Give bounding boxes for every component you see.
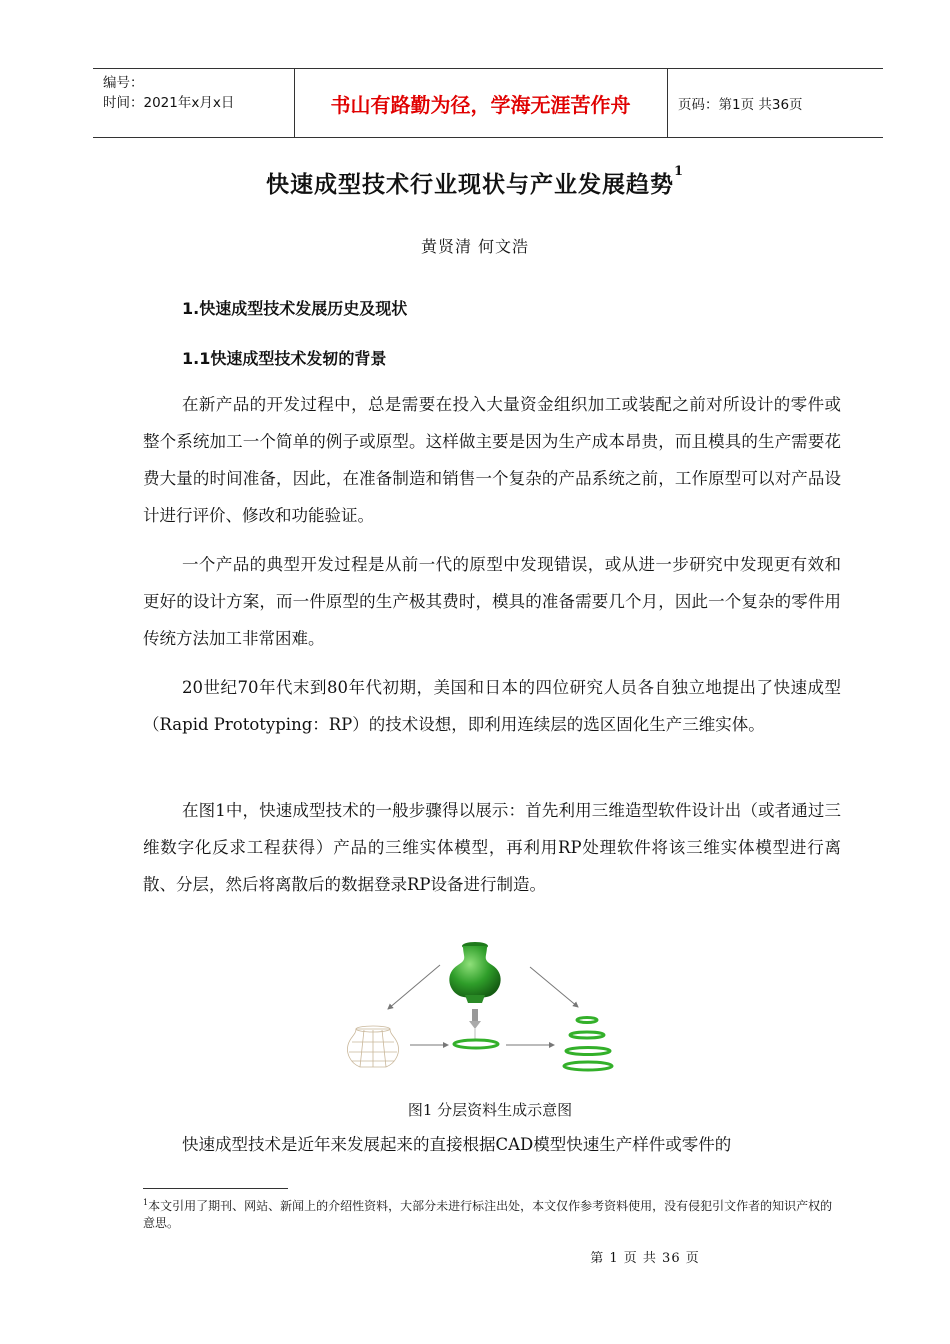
paragraph-3: 20世纪70年代末到80年代初期，美国和日本的四位研究人员各自独立地提出了快速成型（Rapid Prototyping：RP）的技术设想，即利用连续层的选区固化生产三维实体。 [143,678,841,734]
section-heading-1-1: 1.1快速成型技术发轫的背景 [182,349,387,368]
header-meta-cell [93,69,295,137]
title-footnote-mark: 1 [673,164,685,179]
paragraph-1: 在新产品的开发过程中，总是需要在投入大量资金组织加工或装配之前对所设计的零件或整个系统加工一个简单的例子或原型。这样做主要是因为生产成本昂贵，而且模具的生产需要花费大量的时间准备，因此，在准备制造和销售一个复杂的产品系统之前，工作原型可以对产品设计进行评价、修改和功能验证。 [143,395,841,525]
nozzle-icon [469,1009,481,1039]
footnote-mark: 1 [143,1198,149,1207]
page-footer: 第 1 页 共 36 页 [590,1251,700,1266]
paragraph-2: 一个产品的典型开发过程是从前一代的原型中发现错误，或从进一步研究中发现更有效和更好的设计方案，而一件原型的生产极其费时，模具的准备需要几个月，因此一个复杂的零件用传统方法加工非常困难。 [143,555,841,648]
header-motto: 书山有路勤为径，学海无涯苦作舟 [294,69,668,137]
document-title [0,166,950,199]
header-code-label: 编号： [103,75,144,91]
layer-slice [454,1040,498,1048]
header-page-label: 页码：第1页 共36页 [678,97,803,113]
authors: 黄贤清 何文浩 [420,237,530,256]
footnote-text: 本文引用了期刊、网站、新闻上的介绍性资料，大部分未进行标注出处，本文仅作参考资料使用，没有侵犯引文作者的知识产权的意思。 [143,1199,833,1230]
layer-stack [564,1018,612,1071]
title-text: 快速成型技术行业现状与产业发展趋势 [265,171,674,198]
footnote-separator [143,1188,288,1189]
footnote [143,1194,841,1232]
wireframe-vase [348,1026,399,1067]
section-heading-1: 1.快速成型技术发展历史及现状 [182,299,408,318]
layering-figure [340,937,620,1097]
figure-caption: 图1 分层资料生成示意图 [407,1101,573,1119]
header-time-label: 时间：2021年x月x日 [103,95,235,111]
paragraph-5: 快速成型技术是近年来发展起来的直接根据CAD模型快速生产样件或零件的 [182,1135,732,1154]
layering-figure-svg [340,937,620,1097]
green-vase-model [449,942,500,1003]
paragraph-4: 在图1中，快速成型技术的一般步骤得以展示：首先利用三维造型软件设计出（或者通过三维数字化反求工程获得）产品的三维实体模型，再利用RP处理软件将该三维实体模型进行离散、分层，然后将离散后的数据登录RP设备进行制造。 [143,801,841,894]
document-header [93,68,883,138]
